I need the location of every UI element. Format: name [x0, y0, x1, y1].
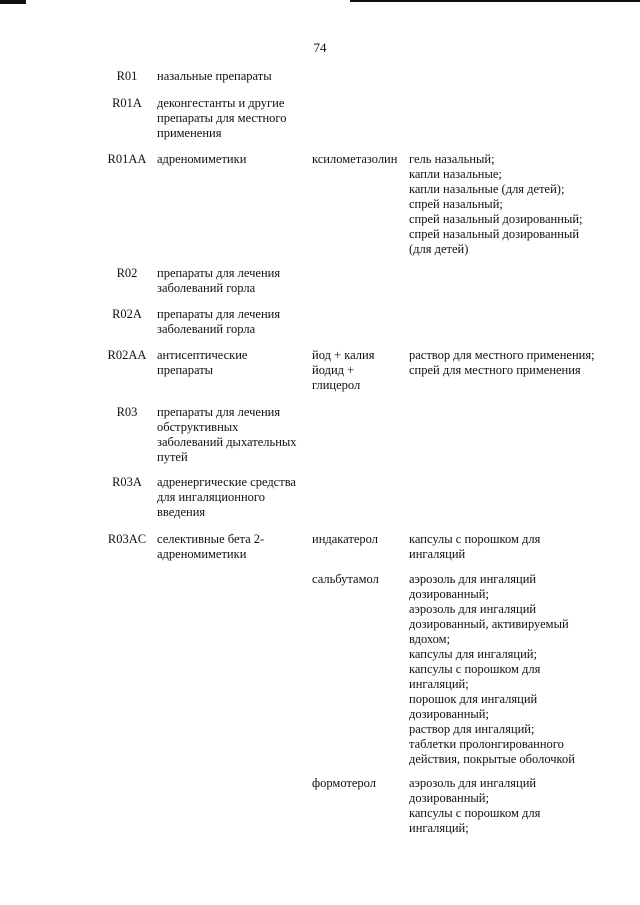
- row-code: R03AC: [107, 532, 147, 546]
- row-name: селективные бета 2- адреномиметики: [157, 532, 265, 561]
- row-forms: раствор для местного применения; спрей для местного применения: [409, 348, 595, 377]
- row-drug: индакатерол: [312, 532, 378, 546]
- row-forms: капсулы с порошком для ингаляций: [409, 532, 541, 561]
- row-name: назальные препараты: [157, 69, 272, 83]
- row-forms: аэрозоль для ингаляций дозированный; аэрозоль для ингаляций дозированный, активируемый вдохом; капсулы для ингаляций; капсулы с порошком для ингаляций; порошок для ингаляций дозированный; раствор для ингаляций; таблетки пролонгированного действия, покрытые оболочкой: [409, 572, 575, 766]
- scan-mark-left: [0, 0, 26, 4]
- row-drug: йод + калия йодид + глицерол: [312, 348, 375, 392]
- row-forms: гель назальный; капли назальные; капли назальные (для детей); спрей назальный; спрей назальный дозированный; спрей назальный дозированный (для детей): [409, 152, 583, 256]
- row-name: адренергические средства для ингаляционного введения: [157, 475, 296, 519]
- row-name: препараты для лечения заболеваний горла: [157, 266, 281, 295]
- row-code: R03A: [112, 475, 142, 489]
- row-code: R02A: [112, 307, 142, 321]
- row-drug: формотерол: [312, 776, 376, 790]
- row-name: препараты для лечения обструктивных заболеваний дыхательных путей: [157, 405, 297, 464]
- row-code: R01AA: [107, 152, 147, 166]
- scan-mark-right: [350, 0, 640, 2]
- row-code: R01: [116, 69, 138, 83]
- row-name: адреномиметики: [157, 152, 247, 166]
- row-name: препараты для лечения заболеваний горла: [157, 307, 281, 336]
- row-forms: аэрозоль для ингаляций дозированный; капсулы с порошком для ингаляций;: [409, 776, 541, 835]
- row-code: R02: [116, 266, 138, 280]
- row-name: деконгестанты и другие препараты для местного применения: [157, 96, 287, 140]
- row-name: антисептические препараты: [157, 348, 248, 377]
- row-drug: ксилометазолин: [312, 152, 398, 166]
- row-code: R01A: [112, 96, 142, 110]
- row-code: R02AA: [107, 348, 147, 362]
- row-code: R03: [116, 405, 138, 419]
- row-drug: сальбутамол: [312, 572, 379, 586]
- page-number: 74: [313, 40, 327, 55]
